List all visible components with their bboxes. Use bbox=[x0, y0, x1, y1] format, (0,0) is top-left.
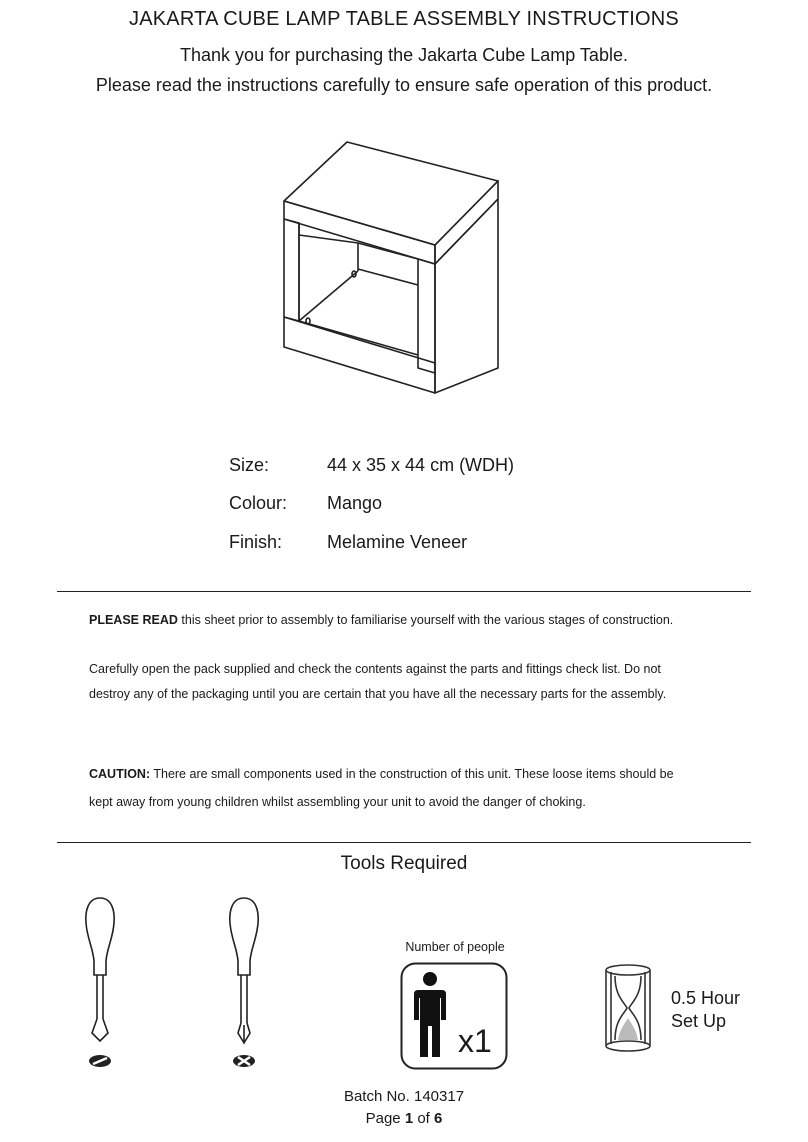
document-title: JAKARTA CUBE LAMP TABLE ASSEMBLY INSTRUCTIONS bbox=[129, 8, 679, 30]
spec-colour-label: Colour: bbox=[229, 493, 288, 513]
setup-time-label: Set Up bbox=[671, 1011, 727, 1031]
setup-time-value: 0.5 Hour bbox=[671, 988, 741, 1008]
page-total: 6 bbox=[434, 1110, 443, 1127]
spec-size-value: 44 x 35 x 44 cm (WDH) bbox=[327, 455, 515, 475]
spec-colour-value: Mango bbox=[327, 493, 383, 513]
people-count: x1 bbox=[458, 1023, 492, 1059]
page-indicator bbox=[0, 1110, 808, 1127]
number-of-people-label: Number of people bbox=[405, 940, 505, 954]
flathead-screwdriver-icon bbox=[80, 893, 120, 1073]
phillips-screwdriver-icon bbox=[224, 893, 264, 1073]
caution-body-line-2: kept away from young children whilst assembling your unit to avoid the danger of choking. bbox=[89, 795, 586, 809]
divider bbox=[57, 842, 751, 843]
spec-finish-label: Finish: bbox=[229, 532, 283, 552]
check-contents-line-1: Carefully open the pack supplied and check the contents against the parts and fittings check list. Do not bbox=[89, 662, 661, 676]
page-current: 1 bbox=[404, 1110, 414, 1127]
person-icon bbox=[400, 962, 508, 1070]
spec-finish-value: Melamine Veneer bbox=[327, 532, 468, 552]
batch-number: Batch No. 140317 bbox=[343, 1088, 465, 1105]
caution-notice bbox=[89, 760, 749, 789]
check-contents-line-2: destroy any of the packaging until you are certain that you have all the necessary parts for the assembly. bbox=[89, 687, 667, 701]
cube-table-illustration bbox=[270, 135, 510, 405]
please-read-heading: PLEASE READ bbox=[89, 613, 178, 627]
please-read-notice bbox=[89, 606, 749, 635]
page-prefix: Page bbox=[365, 1110, 401, 1127]
please-read-body: this sheet prior to assembly to familiarise yourself with the various stages of construction. bbox=[181, 613, 674, 627]
spec-size-label: Size: bbox=[229, 455, 270, 475]
thank-you-text: Thank you for purchasing the Jakarta Cube Lamp Table. bbox=[180, 45, 628, 65]
caution-heading: CAUTION: bbox=[89, 767, 151, 781]
tools-required-heading: Tools Required bbox=[340, 853, 468, 874]
divider bbox=[57, 591, 751, 592]
read-notice-text: Please read the instructions carefully to ensure safe operation of this product. bbox=[95, 75, 713, 95]
page-of: of bbox=[417, 1110, 430, 1127]
caution-body-line-1: There are small components used in the construction of this unit. These loose items should be bbox=[153, 767, 674, 781]
hourglass-icon bbox=[600, 962, 656, 1054]
